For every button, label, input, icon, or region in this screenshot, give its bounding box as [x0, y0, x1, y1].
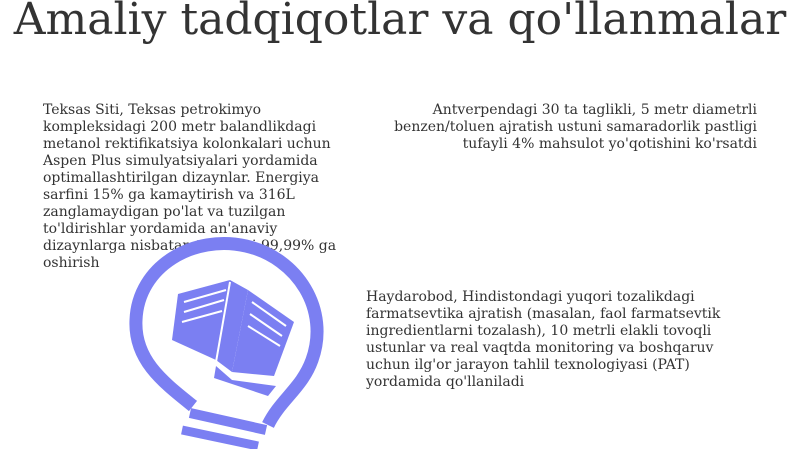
- lightbulb-book-icon: [98, 220, 338, 449]
- hyderabad-case-text: Haydarobod, Hindistondagi yuqori tozalikdagi farmatsevtika ajratish (masalan, faol farmatsevtik ingredientlarni tozalash), 10 metrli elakli tovoqli ustunlar va real vaqtda monitoring va boshqaruv uchun ilg'or jarayon tahlil texnologiyasi (PAT) yordamida qo'llaniladi: [366, 289, 721, 390]
- antwerp-case-text: Antverpendagi 30 ta taglikli, 5 metr diametrli benzen/toluen ajratish ustuni samaradorlik pastligi tufayli 4% mahsulot yo'qotishini ko'rsatdi: [394, 102, 757, 152]
- texas-case-text: Teksas Siti, Teksas petrokimyo kompleksidagi 200 metr balandlikdagi metanol rektifikatsiya kolonkalari uchun Aspen Plus simulyatsiyalari yordamida optimallashtirilgan dizaynlar. Energiya sarfini 15% ga kamaytirish va 316L zanglamaydigan po'lat va tuzilgan to'ldirishlar yordamida an'anaviy dizaynlarga nisbatan tozalikni 99,99% ga oshirish: [43, 102, 337, 271]
- page-title: Amaliy tadqiqotlar va qo'llanmalar: [13, 0, 787, 45]
